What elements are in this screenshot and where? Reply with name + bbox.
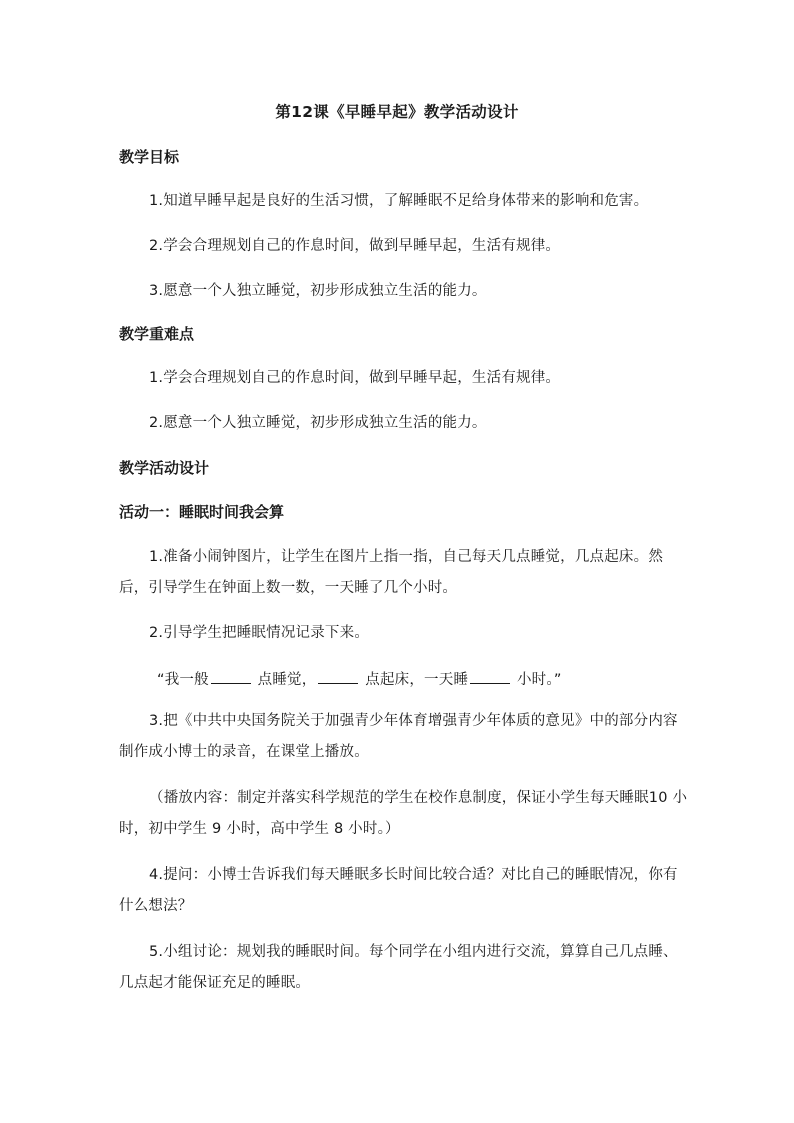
activity-1-paragraph-2: 2.引导学生把睡眠情况记录下来。 xyxy=(149,625,370,641)
goal-item-2: 2.学会合理规划自己的作息时间，做到早睡早起，生活有规律。 xyxy=(149,238,561,254)
heading-key-points: 教学重难点 xyxy=(119,325,195,343)
goal-item-1: 1.知道早睡早起是良好的生活习惯，了解睡眠不足给身体带来的影响和危害。 xyxy=(149,193,649,209)
heading-activity-1: 活动一：睡眠时间我会算 xyxy=(119,503,285,521)
activity-1-paragraph-1: 1.准备小闹钟图片，让学生在图片上指一指，自己每天几点睡觉，几点起床。然后，引导学生在钟面上数一数，一天睡了几个小时。 xyxy=(119,549,664,596)
heading-goals: 教学目标 xyxy=(119,148,180,166)
goal-item-3: 3.愿意一个人独立睡觉，初步形成独立生活的能力。 xyxy=(149,283,487,299)
record-template-part-2: 点睡觉， xyxy=(257,672,317,688)
activity-1-paragraph-5: 5.小组讨论：规划我的睡眠时间。每个同学在小组内进行交流，算算自己几点睡、几点起才能保证充足的睡眠。 xyxy=(119,944,678,991)
blank-sleep-time xyxy=(211,669,251,684)
activity-1-paragraph-3: 3.把《中共中央国务院关于加强青少年体育增强青少年体质的意见》中的部分内容制作成小博士的录音，在课堂上播放。 xyxy=(119,713,678,760)
page-title: 第12课《早睡早起》教学活动设计 xyxy=(275,103,519,121)
blank-wake-time xyxy=(318,669,358,684)
record-template-sentence xyxy=(157,668,562,689)
heading-activity-design: 教学活动设计 xyxy=(119,459,210,477)
record-template-part-3: 点起床，一天睡 xyxy=(365,672,469,688)
key-point-item-1: 1.学会合理规划自己的作息时间，做到早睡早起，生活有规律。 xyxy=(149,370,561,386)
record-template-part-4: 小时。” xyxy=(516,672,562,688)
key-point-item-2: 2.愿意一个人独立睡觉，初步形成独立生活的能力。 xyxy=(149,415,487,431)
activity-1-paragraph-4: 4.提问：小博士告诉我们每天睡眠多长时间比较合适？对比自己的睡眠情况，你有什么想法？ xyxy=(119,867,678,914)
activity-1-broadcast-content: （播放内容：制定并落实科学规范的学生在校作息制度，保证小学生每天睡眠10 小时，初中学生 9 小时，高中学生 8 小时。） xyxy=(119,790,688,837)
blank-sleep-hours xyxy=(470,669,510,684)
record-template-part-1: “我一般 xyxy=(157,672,209,688)
